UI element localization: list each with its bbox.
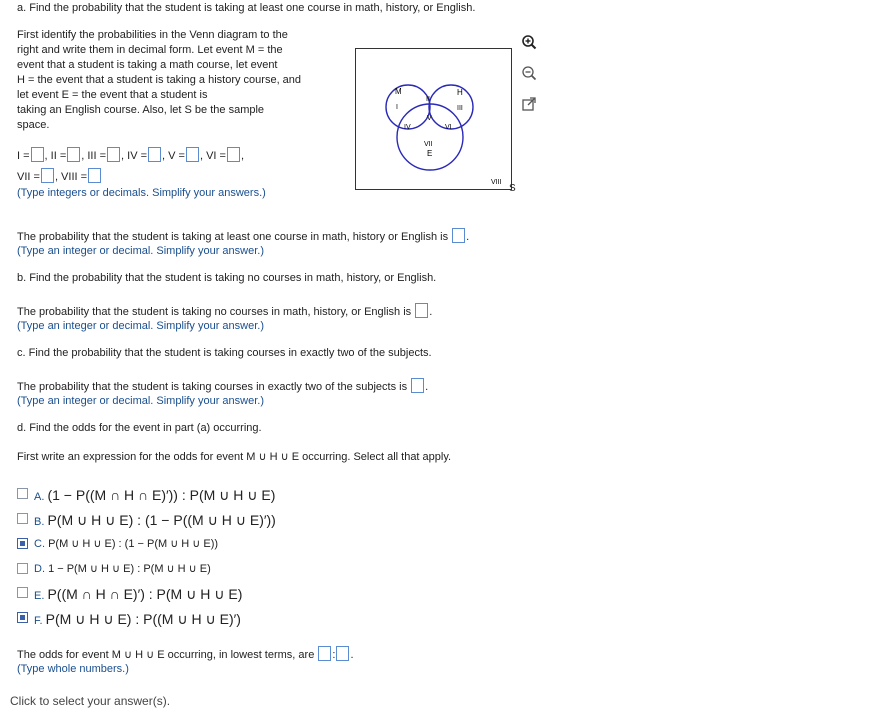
region-ii: II — [426, 96, 430, 103]
part-a-answer-input[interactable] — [452, 228, 465, 243]
part-c-answer-row: The probability that the student is taking courses in exactly two of the subjects is . — [17, 378, 428, 393]
region-vii: VII — [424, 141, 433, 148]
zoom-in-icon[interactable] — [521, 34, 537, 50]
footer-status: Click to select your answer(s). — [10, 694, 171, 708]
label-e: E — [427, 149, 433, 158]
part-a-instructions: First identify the probabilities in the Venn diagram to the right and write them in decimal form. Let event M = the event that a student is taking a math course, let event H = the event that a student is taking a history course, and let event E = the event that a student is taking an English course. Also, let S be the sample space. — [17, 29, 302, 131]
region-v-input[interactable] — [186, 147, 199, 162]
region-vii-input[interactable] — [41, 168, 54, 183]
region-i: I — [396, 104, 398, 111]
popout-icon[interactable] — [521, 96, 537, 112]
odds-hint: (Type whole numbers.) — [17, 663, 129, 675]
part-a-question: a. Find the probability that the student is taking at least one course in math, history, or English. — [17, 2, 476, 14]
region-iv: IV — [404, 124, 411, 131]
region-inputs-row-1: I = , II = , III = , IV = , V = , VI = , — [17, 147, 244, 162]
part-d-question: d. Find the odds for the event in part (a) occurring. — [17, 422, 262, 434]
label-h: H — [457, 88, 463, 97]
region-i-input[interactable] — [31, 147, 44, 162]
region-inputs-row-2: VII = , VIII = — [17, 168, 102, 183]
region-v: V — [427, 115, 432, 122]
region-hint: (Type integers or decimals. Simplify your answers.) — [17, 187, 266, 199]
label-s: S — [509, 183, 516, 194]
label-m: M — [395, 87, 402, 96]
part-b-answer-row: The probability that the student is taking no courses in math, history, or English is . — [17, 303, 432, 318]
option-c-checkbox[interactable] — [17, 538, 28, 549]
part-a-answer-row: The probability that the student is taking at least one course in math, history or English is . — [17, 228, 469, 243]
option-d-checkbox[interactable] — [17, 563, 28, 574]
option-f-checkbox[interactable] — [17, 612, 28, 623]
venn-diagram — [355, 48, 512, 190]
part-b-answer-hint: (Type an integer or decimal. Simplify your answer.) — [17, 320, 264, 332]
zoom-out-icon[interactable] — [521, 65, 537, 81]
region-viii: VIII — [491, 179, 502, 186]
part-b-question: b. Find the probability that the student is taking no courses in math, history, or English. — [17, 272, 437, 284]
odds-numerator-input[interactable] — [318, 646, 331, 661]
part-a-answer-hint: (Type an integer or decimal. Simplify your answer.) — [17, 245, 264, 257]
odds-denominator-input[interactable] — [336, 646, 349, 661]
odds-answer-row: The odds for event M ∪ H ∪ E occurring, in lowest terms, are : . — [17, 646, 354, 661]
region-ii-input[interactable] — [67, 147, 80, 162]
region-viii-input[interactable] — [88, 168, 101, 183]
option-e-checkbox[interactable] — [17, 587, 28, 598]
circle-m — [386, 85, 430, 129]
option-b-checkbox[interactable] — [17, 513, 28, 524]
part-c-question: c. Find the probability that the student is taking courses in exactly two of the subjects. — [17, 347, 432, 359]
part-c-answer-hint: (Type an integer or decimal. Simplify your answer.) — [17, 395, 264, 407]
part-c-answer-input[interactable] — [411, 378, 424, 393]
part-d-select-prompt: First write an expression for the odds for event M ∪ H ∪ E occurring. Select all that apply. — [17, 451, 452, 463]
option-a-checkbox[interactable] — [17, 488, 28, 499]
venn-svg — [356, 49, 511, 189]
circle-h — [429, 85, 473, 129]
region-vi-input[interactable] — [227, 147, 240, 162]
part-b-answer-input[interactable] — [415, 303, 428, 318]
region-iii: III — [457, 105, 463, 112]
region-iii-input[interactable] — [107, 147, 120, 162]
region-vi: VI — [445, 124, 452, 131]
region-iv-input[interactable] — [148, 147, 161, 162]
